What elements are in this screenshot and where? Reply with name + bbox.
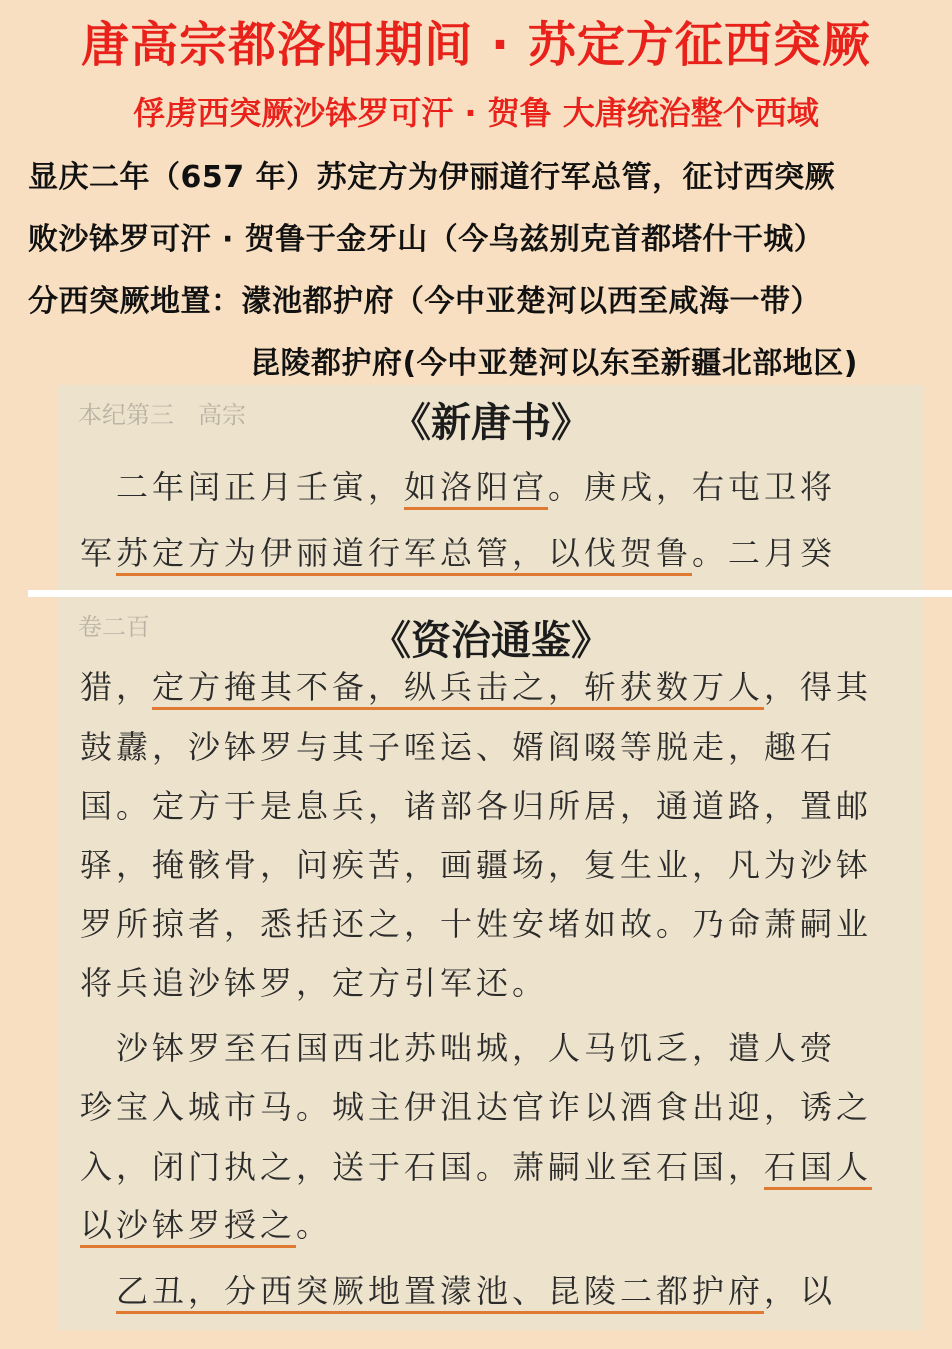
highlight-underline: 苏定方为伊丽道行军总管，以伐贺鲁 bbox=[116, 534, 692, 576]
text-line: 沙钵罗至石国西北苏咄城，人马饥乏，遣人赍 bbox=[80, 1029, 837, 1067]
text-segment: 。二月癸 bbox=[692, 534, 837, 572]
intro-line: 败沙钵罗可汗 · 贺鲁于金牙山（今乌兹别克首都塔什干城） bbox=[28, 222, 825, 257]
text-line: 珍宝入城市马。城主伊沮达官诈以酒食出迎，诱之 bbox=[80, 1088, 873, 1126]
text-segment: ，得其 bbox=[764, 668, 873, 706]
text-segment: 二年闰正月壬寅， bbox=[80, 468, 405, 506]
text-segment: ，以 bbox=[764, 1272, 837, 1310]
text-segment: 。庚戌，右屯卫将 bbox=[548, 468, 837, 506]
header bbox=[0, 0, 952, 384]
divider bbox=[28, 590, 952, 597]
source-label: 本纪第三 高宗 bbox=[78, 401, 246, 429]
text-line: 罗所掠者，悉括还之，十姓安堵如故。乃命萧嗣业 bbox=[80, 905, 873, 943]
intro-line: 分西突厥地置：濛池都护府（今中亚楚河以西至咸海一带） bbox=[28, 284, 821, 319]
text-line bbox=[80, 667, 872, 707]
page-subtitle: 俘虏西突厥沙钵罗可汗 · 贺鲁 大唐统治整个西域 bbox=[133, 94, 819, 132]
intro-line: 昆陵都护府(今中亚楚河以东至新疆北部地区) bbox=[250, 346, 858, 381]
xin-tang-shu-excerpt bbox=[58, 385, 924, 590]
text-line bbox=[80, 1271, 836, 1311]
highlight-underline: 以沙钵罗授之 bbox=[80, 1206, 296, 1248]
source-label: 卷二百 bbox=[78, 613, 150, 641]
text-segment: 军 bbox=[80, 534, 117, 572]
zi-zhi-tong-jian-excerpt bbox=[58, 597, 924, 1330]
text-segment: 。 bbox=[296, 1206, 333, 1244]
text-segment: 猎， bbox=[80, 668, 153, 706]
text-line bbox=[80, 467, 836, 507]
highlight-underline: 定方掩其不备，纵兵击之，斩获数万人 bbox=[152, 668, 764, 710]
text-line: 鼓纛，沙钵罗与其子咥运、婿阎啜等脱走，趣石 bbox=[80, 728, 837, 766]
page-title: 唐高宗都洛阳期间 · 苏定方征西突厥 bbox=[81, 17, 871, 73]
text-line: 国。定方于是息兵，诸部各归所居，通道路，置邮 bbox=[80, 787, 873, 825]
text-segment bbox=[80, 1272, 116, 1310]
text-line bbox=[80, 1205, 332, 1245]
highlight-underline: 如洛阳宫 bbox=[404, 468, 548, 510]
highlight-underline: 石国人 bbox=[764, 1148, 872, 1190]
book-title: 《资治通鉴》 bbox=[371, 617, 611, 664]
intro-line: 显庆二年（657 年）苏定方为伊丽道行军总管，征讨西突厥 bbox=[28, 160, 836, 195]
text-line bbox=[80, 1147, 872, 1187]
text-segment: 入，闭门执之，送于石国。萧嗣业至石国， bbox=[80, 1148, 765, 1186]
highlight-underline: 乙丑，分西突厥地置濛池、昆陵二都护府 bbox=[116, 1272, 764, 1314]
book-title: 《新唐书》 bbox=[391, 399, 591, 446]
text-line bbox=[80, 533, 836, 573]
text-line: 驿，掩骸骨，问疾苦，画疆场，复生业，凡为沙钵 bbox=[80, 846, 873, 884]
text-line: 将兵追沙钵罗，定方引军还。 bbox=[80, 964, 549, 1002]
